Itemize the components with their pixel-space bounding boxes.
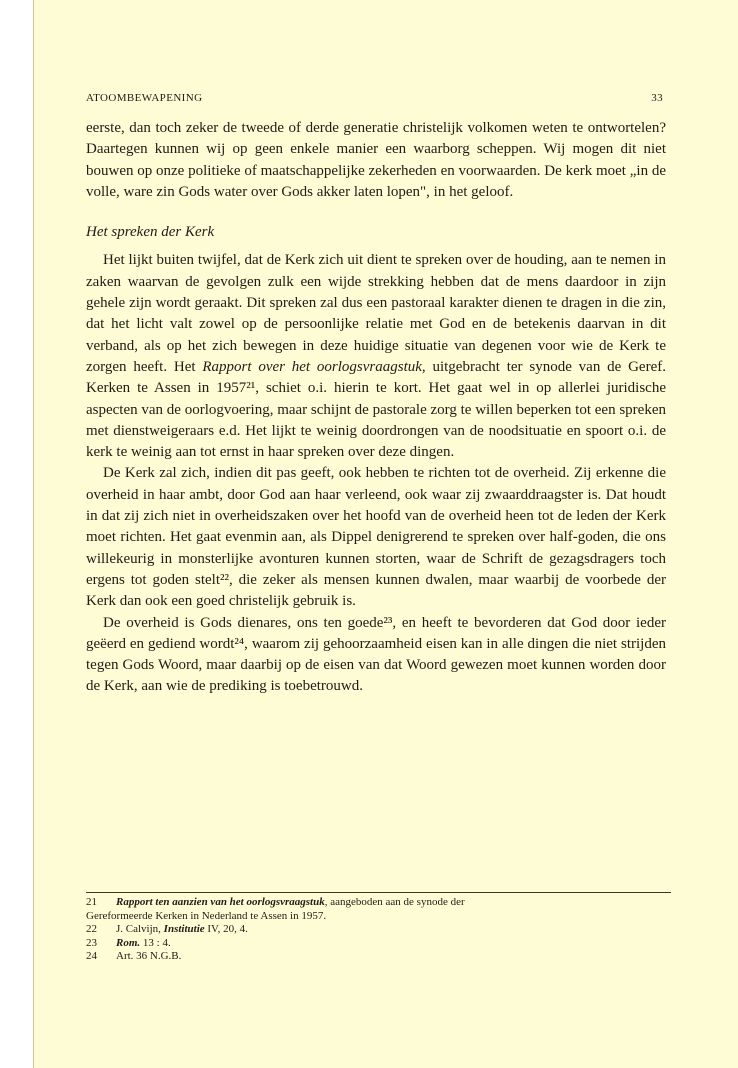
footnote-number: 21: [86, 896, 97, 908]
paragraph: eerste, dan toch zeker de tweede of derde generatie christelijk volkomen weten te ontwortelen? Daartegen kunnen wij op geen enkele manier een waarborg scheppen. Wij mogen dit niet bouwen op onze politieke of maatschappelijke zekerheden en voorwaarden. De kerk moet „in de volle, ware zin Gods water over Gods akker laten lopen", in het geloof.: [86, 120, 666, 200]
footnote-number: 23: [86, 936, 97, 949]
running-header: [86, 92, 663, 108]
footnote: [86, 937, 671, 951]
footnote-text: [116, 937, 671, 951]
footnote-text: [116, 896, 671, 910]
paragraph-text: , uitgebracht ter synode van de Geref. Kerken te Assen in 1957²¹, schiet o.i. hierin te kort. Het gaat wel in op allerlei juridische aspecten van de oorlogvoering, maar schijnt de pastorale zorg te willen beperken tot een spreken met dienstweigeraars e.d. Het lijkt te weinig doordrongen van de noodsituatie en spoort o.i. de kerk te weinig aan tot ernst in haar spreken over deze dingen.: [86, 358, 666, 461]
footnote-title: Institutie: [163, 923, 205, 935]
footnote-number: 22: [86, 923, 97, 935]
footnote-body: , aangeboden aan de synode der: [324, 896, 465, 908]
footnote: [86, 923, 671, 937]
footnote-title: Rom.: [116, 936, 141, 949]
body-text: [86, 118, 666, 698]
paragraph: De overheid is Gods dienares, ons ten goede²³, en heeft te bevorderen dat God door ieder geëerd en gediend wordt²⁴, waarom zij gehoorzaamheid eisen kan in alle dingen die niet strijden tegen Gods Woord, maar daarbij op de eisen van dat Woord gewezen moet kunnen worden door de Kerk, aan wie de prediking is toebetrouwd.: [86, 614, 666, 695]
footnote-body: IV, 20, 4.: [204, 923, 248, 935]
report-title: Rapport over het oorlogsvraagstuk: [202, 358, 422, 375]
document-page: [33, 0, 738, 1068]
paragraph: De Kerk zal zich, indien dit pas geeft, ook hebben te richten tot de overheid. Zij erkenne die overheid in haar ambt, door God aan haar verleend, ook waar zij zwaarddraagster is. Dat houdt in dat zij zich niet in overheidszaken over het hoofd van de overheid heen tot de leden der Kerk moet richten. Het gaat evenmin aan, als Dippel denigrerend te spreken over half-goden, die ons willekeurig in monsterlijke avonturen kunnen storten, waar de Schrift de gezagsdragers toch ergens tot goden stelt²², die zeker als mensen kunnen dwalen, maar waarbij de voorbede der Kerk dan ook een goed christelijk gebruik is.: [86, 465, 666, 610]
paragraph-text: Het lijkt buiten twijfel, dat de Kerk zich uit dient te spreken over de houding, aan te nemen in zaken waarvan de gevolgen zulk een wijde strekking hebben dat de mens daardoor in zijn gehele zijn wordt geraakt. Dit spreken zal dus een pastoraal karakter dienen te dragen in die zin, dat het licht valt zowel op de persoonlijke relatie met God en de betekenis daarvan in dit verband, als op het zich bewegen in deze huidige situatie van degenen voor wie de Kerk te zorgen heeft. Het: [86, 252, 666, 375]
footnotes: [86, 892, 671, 964]
footnote-number: 24: [86, 950, 97, 962]
running-title: ATOOMBEWAPENING: [86, 92, 203, 104]
paragraph: [86, 250, 666, 463]
footnote-text: [116, 923, 671, 937]
footnote-continuation: Gereformeerde Kerken in Nederland te Assen in 1957.: [86, 909, 327, 922]
footnote: [86, 950, 671, 964]
footnote-text: Art. 36 N.G.B.: [116, 950, 182, 962]
footnote-prefix: J. Calvijn,: [116, 923, 164, 935]
footnote-title: Rapport ten aanzien van het oorlogsvraagstuk: [116, 896, 325, 908]
footnote-body: 13 : 4.: [140, 936, 171, 949]
footnote: [86, 896, 671, 910]
page-number: 33: [651, 92, 663, 104]
section-heading: Het spreken der Kerk: [86, 224, 215, 241]
